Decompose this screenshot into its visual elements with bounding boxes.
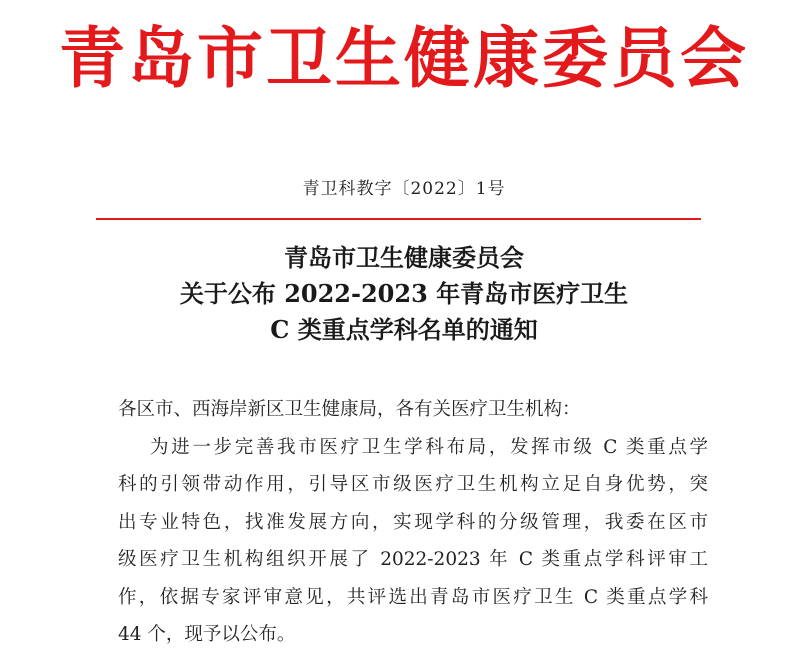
notice-body bbox=[118, 391, 708, 654]
issuing-organization-header: 青岛市卫生健康委员会 bbox=[59, 19, 749, 97]
red-divider-line bbox=[96, 218, 701, 220]
paragraph-line: 为进一步完善我市医疗卫生学科布局，发挥市级 C 类重点学 bbox=[150, 436, 708, 458]
notice-title-line: C 类重点学科名单的通知 bbox=[270, 315, 538, 344]
notice-title-line: 关于公布 2022-2023 年青岛市医疗卫生 bbox=[179, 279, 629, 308]
paragraph-line: 44 个，现予以公布。 bbox=[118, 624, 296, 645]
salutation: 各区市、西海岸新区卫生健康局，各有关医疗卫生机构： bbox=[118, 399, 581, 420]
notice-title-line: 青岛市卫生健康委员会 bbox=[284, 243, 524, 272]
paragraph-line: 级医疗卫生机构组织开展了 2022-2023 年 C 类重点学科评审工 bbox=[118, 549, 708, 570]
paragraph-line: 出专业特色，找准发展方向，实现学科的分级管理，我委在区市 bbox=[118, 511, 708, 533]
document-number: 青卫科教字〔2022〕1号 bbox=[302, 179, 506, 199]
notice-title bbox=[0, 240, 808, 348]
paragraph-line: 科的引领带动作用，引导区市级医疗卫生机构立足自身优势，突 bbox=[118, 474, 708, 495]
paragraph-line: 作，依据专家评审意见，共评选出青岛市医疗卫生 C 类重点学科 bbox=[118, 586, 708, 608]
